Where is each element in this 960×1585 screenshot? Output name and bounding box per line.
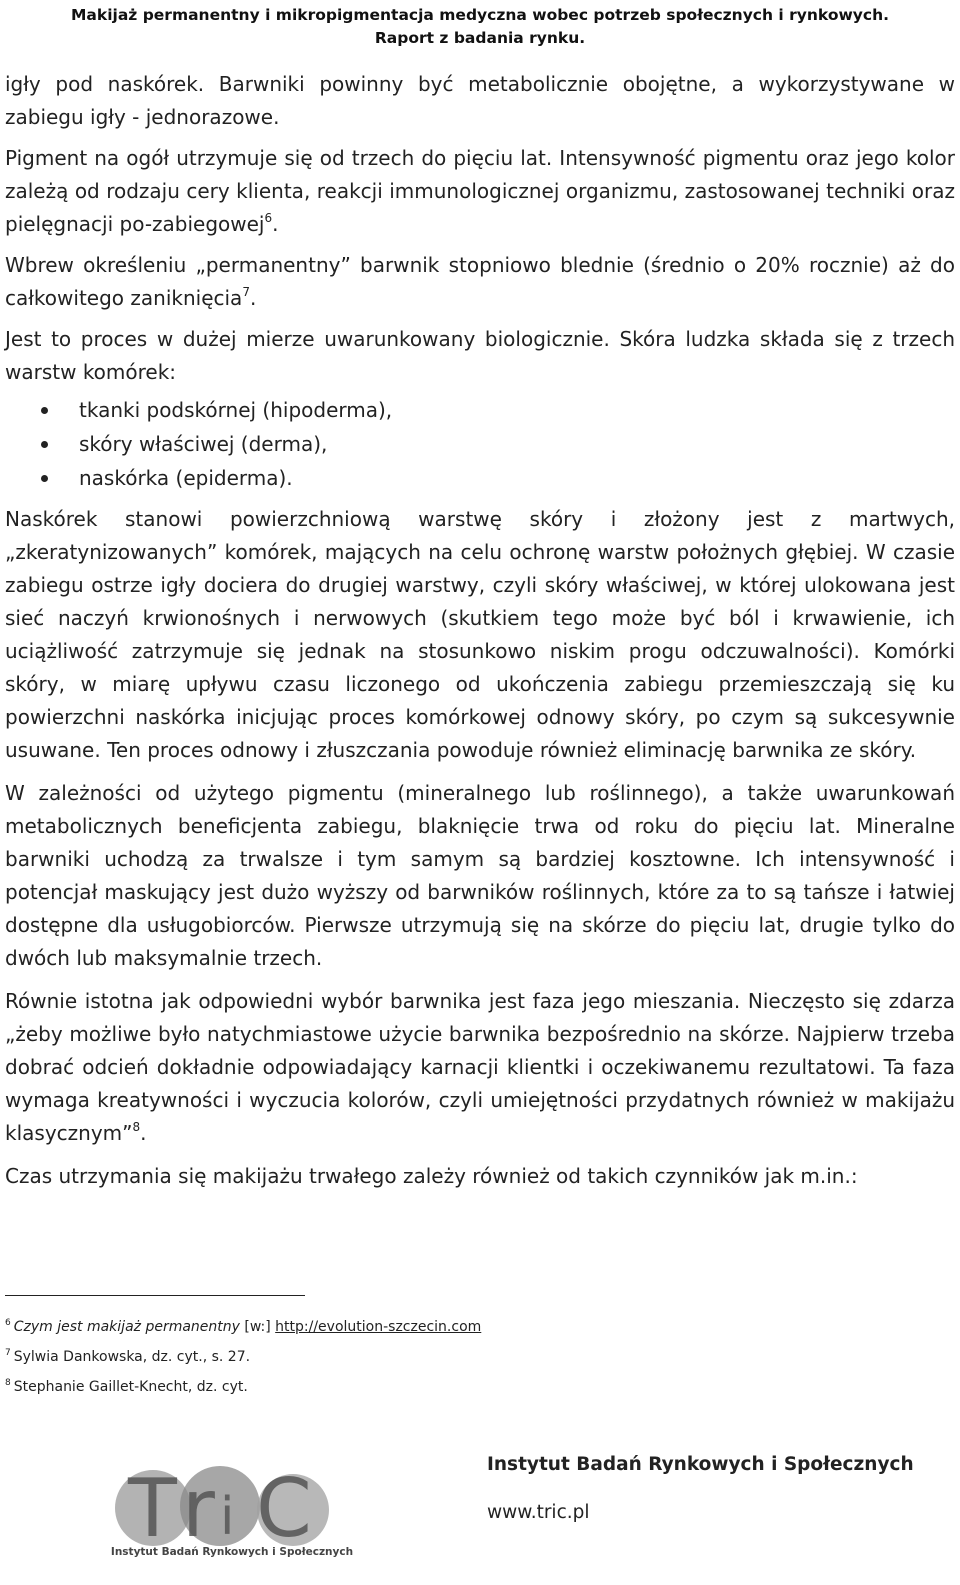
list-item-text: tkanki podskórnej (hipoderma), xyxy=(79,398,393,422)
logo-caption: Instytut Badań Rynkowych i Społecznych xyxy=(110,1546,354,1558)
paragraph-8: Czas utrzymania się makijażu trwałego zależy również od takich czynników jak m.in.: xyxy=(5,1164,858,1188)
bullet-icon xyxy=(41,441,48,448)
paragraph-3-text: Wbrew określeniu „permanentny” barwnik stopniowo blednie (średnio o 20% rocznie) aż do całkowitego zaniknięcia xyxy=(5,253,955,310)
list-item-text: naskórka (epiderma). xyxy=(79,466,293,490)
list-item xyxy=(5,393,955,427)
paragraph-3: Wbrew określeniu „permanentny” barwnik stopniowo blednie (średnio o 20% rocznie) aż do całkowitego zaniknięcia$^7$. xyxy=(5,253,955,310)
footnote-title: Czym jest makijaż permanentny xyxy=(13,1319,240,1335)
paragraph-5: Naskórek stanowi powierzchniową warstwę skóry i złożony jest z martwych, „zkeratynizowanych” komórek, mających na celu ochronę warstw położnych głębiej. W czasie zabiegu ostrze igły dociera do drugiej warstwy, czyli skóry właściwej, w której ulokowana jest sieć naczyń krwionośnych i nerwowych (skutkiem tego może być ból i krwawienie, ich uciążliwość zatrzymuje się jednak na stosunkowo niskim progu odczuwalności). Komórki skóry, w miarę upływu czasu liczonego od ukończenia zabiegu przemieszczają się ku powierzchni naskórka inicjując proces komórkowej odnowy skóry, po czym są sukcesywnie usuwane. Ten proces odnowy i złuszczania powoduje również eliminację barwnika ze skóry. xyxy=(5,507,955,762)
bullet-icon xyxy=(41,475,48,482)
skin-layers-list xyxy=(5,393,955,495)
list-item xyxy=(5,461,955,495)
svg-text:r: r xyxy=(182,1462,215,1555)
list-item-text: skóry właściwej (derma), xyxy=(79,432,328,456)
footnote-6 xyxy=(5,1316,481,1346)
header-title-line1: Makijaż permanentny i mikropigmentacja medyczna wobec potrzeb społecznych i rynkowych. xyxy=(71,6,889,24)
institute-website[interactable]: www.tric.pl xyxy=(487,1502,590,1523)
footnote-number: 7 xyxy=(5,1348,11,1358)
footnote-source-marker: [w:] xyxy=(239,1319,276,1335)
footnote-ref-7[interactable]: 7 xyxy=(242,285,250,299)
footnote-8 xyxy=(5,1376,481,1406)
paragraph-7-text: Równie istotna jak odpowiedni wybór barwnika jest faza jego mieszania. Nieczęsto się zdarza „żeby możliwe było natychmiastowe użycie barwnika bezpośrednio na skórze. Najpierw trzeba dobrać odcień dokładnie odpowiadający karnacji klientki i oczekiwanemu rezultatowi. Ta faza wymaga kreatywności i wyczucia kolorów, czyli umiejętności przydatnych również w makijażu klasycznym” xyxy=(5,989,955,1145)
footnote-number: 8 xyxy=(5,1378,11,1388)
svg-text:T: T xyxy=(128,1462,177,1555)
paragraph-1: igły pod naskórek. Barwniki powinny być metabolicznie obojętne, a wykorzystywane w zabiegu igły - jednorazowe. xyxy=(5,72,955,129)
footnote-7 xyxy=(5,1346,481,1376)
footnote-link[interactable]: http://evolution-szczecin.com xyxy=(275,1319,482,1335)
page-header xyxy=(0,4,960,50)
paragraph-6: W zależności od użytego pigmentu (mineralnego lub roślinnego), a także uwarunkowań metabolicznych beneficjenta zabiegu, blaknięcie trwa od roku do pięciu lat. Mineralne barwniki uchodzą za trwalsze i tym samym są bardziej kosztowne. Ich intensywność i potencjał maskujący jest dużo wyższy od barwników roślinnych, które za to są tańsze i łatwiej dostępne dla usługobiorców. Pierwsze utrzymują się na skórze do pięciu lat, drugie tylko do dwóch lub maksymalnie trzech. xyxy=(5,781,955,970)
footnote-ref-8[interactable]: 8 xyxy=(132,1120,141,1134)
paragraph-4: Jest to proces w dużej mierze uwarunkowany biologicznie. Skóra ludzka składa się z trzech warstw komórek: xyxy=(5,327,955,384)
institute-name: Instytut Badań Rynkowych i Społecznych xyxy=(487,1454,914,1475)
footnote-text: Sylwia Dankowska, dz. cyt., s. 27. xyxy=(13,1349,251,1365)
list-item xyxy=(5,427,955,461)
header-title-line2: Raport z badania rynku. xyxy=(374,29,586,47)
paragraph-2: Pigment na ogół utrzymuje się od trzech do pięciu lat. Intensywność pigmentu oraz jego kolor zależą od rodzaju cery klienta, reakcji immunologicznej organizmu, zastosowanej techniki oraz pielęgnacji po-zabiegowej$^6$. xyxy=(5,146,955,236)
footnote-text: Stephanie Gaillet-Knecht, dz. cyt. xyxy=(13,1379,248,1395)
paragraph-2-text: Pigment na ogół utrzymuje się od trzech do pięciu lat. Intensywność pigmentu oraz jego kolor zależą od rodzaju cery klienta, reakcji immunologicznej organizmu, zastosowanej techniki oraz pielęgnacji po-zabiegowej xyxy=(5,146,955,236)
footnote-ref-6[interactable]: 6 xyxy=(264,211,273,225)
footnotes xyxy=(5,1316,481,1406)
paragraph-7: Równie istotna jak odpowiedni wybór barwnika jest faza jego mieszania. Nieczęsto się zdarza „żeby możliwe było natychmiastowe użycie barwnika bezpośrednio na skórze. Najpierw trzeba dobrać odcień dokładnie odpowiadający karnacji klientki i oczekiwanemu rezultatowi. Ta faza wymaga kreatywności i wyczucia kolorów, czyli umiejętności przydatnych również w makijażu klasycznym”$^8$. xyxy=(5,989,955,1145)
footnote-number: 6 xyxy=(5,1318,11,1328)
main-content xyxy=(5,68,955,1203)
svg-text:i: i xyxy=(220,1487,235,1547)
svg-text:C: C xyxy=(256,1462,312,1555)
footnote-divider xyxy=(5,1295,305,1296)
bullet-icon xyxy=(41,407,48,414)
